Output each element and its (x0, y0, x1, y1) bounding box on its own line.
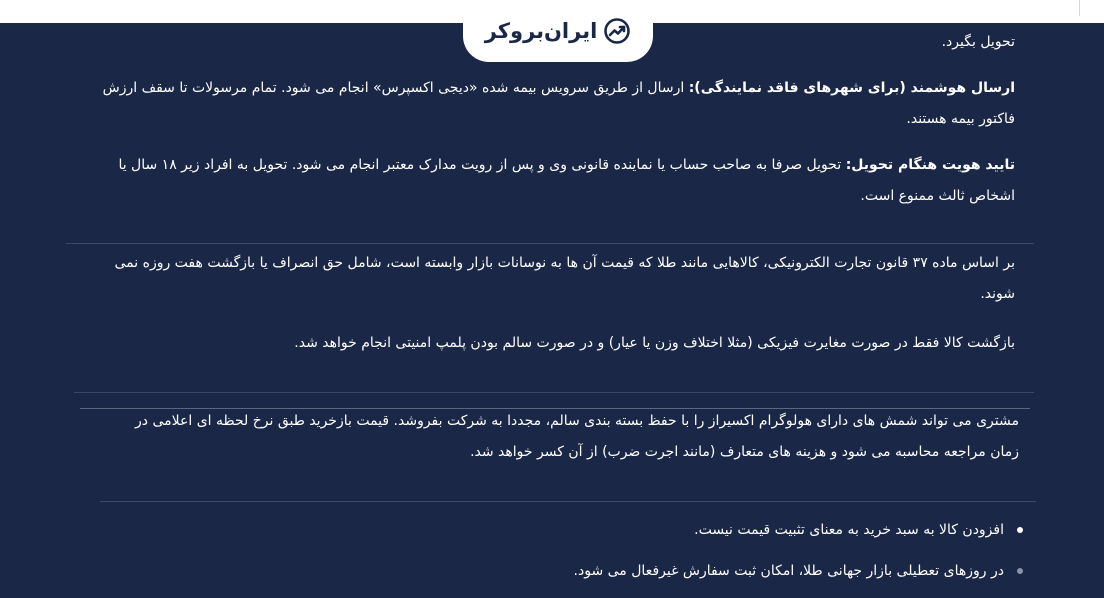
section-divider-3 (100, 501, 1036, 502)
bullet-icon (1017, 527, 1023, 533)
note-text: در روزهای تعطیلی بازار جهانی طلا، امکان ثبت سفارش غیرفعال می شود. (573, 563, 1004, 579)
top-bar-divider (1079, 0, 1080, 16)
buyback-paragraph (39, 406, 1019, 468)
smart-shipping-title: ارسال هوشمند (برای شهرهای فاقد نمایندگی): (688, 80, 1015, 96)
section-divider-1 (66, 243, 1034, 244)
smart-shipping-paragraph (75, 73, 1015, 135)
list-item (324, 516, 1024, 544)
list-item (324, 557, 1024, 585)
identity-check-line1: تحویل صرفا به صاحب حساب یا نماینده قانونی وی و پس از رویت مدارک معتبر انجام می شود. تحویل به افراد زیر ۱۸ سال یا (118, 157, 842, 173)
section-divider-2 (74, 392, 1034, 393)
bullet-icon (1017, 568, 1023, 574)
logo-text: ایران‌بروکر (484, 19, 598, 43)
return-policy-paragraph-1 (55, 248, 1015, 310)
return-para1-line1: بر اساس ماده ۳۷ قانون تجارت الکترونیکی، کالاهایی مانند طلا که قیمت آن ها به نوسانات بازار وابسته است، شامل حق انصراف یا بازگشت هفت روزه نمی (114, 255, 1015, 271)
buyback-line1: مشتری می تواند شمش های دارای هولوگرام اکسیراز را با حفظ بسته بندی سالم، مجددا به شرکت بفروشد. قیمت بازخرید طبق نرخ لحظه ای اعلامی در (135, 413, 1019, 429)
identity-check-title: تایید هویت هنگام تحویل: (845, 157, 1015, 173)
return-para1-line2: شوند. (980, 286, 1015, 302)
smart-shipping-line1: ارسال از طریق سرویس بیمه شده «دیجی اکسپرس» انجام می شود. تمام مرسولات تا سقف ارزش (102, 80, 685, 96)
buyback-line2: زمان مراجعه محاسبه می شود و هزینه های متعارف (مانند اجرت ضرب) از آن کسر خواهد شد. (470, 444, 1019, 460)
identity-check-paragraph (55, 150, 1015, 212)
identity-check-line2: اشخاص ثالث ممنوع است. (860, 188, 1015, 204)
return-policy-paragraph-2: بازگشت کالا فقط در صورت مغایرت فیزیکی (مثلا اختلاف وزن یا عیار) و در صورت سالم بودن پلمپ امنیتی انجام خواهد شد. (294, 335, 1015, 351)
smart-shipping-line2: فاکتور بیمه هستند. (906, 111, 1015, 127)
note-text: افزودن کالا به سبد خرید به معنای تثبیت قیمت نیست. (694, 522, 1004, 538)
delivery-line-top: تحویل بگیرد. (941, 34, 1015, 50)
notes-list (324, 516, 1024, 598)
